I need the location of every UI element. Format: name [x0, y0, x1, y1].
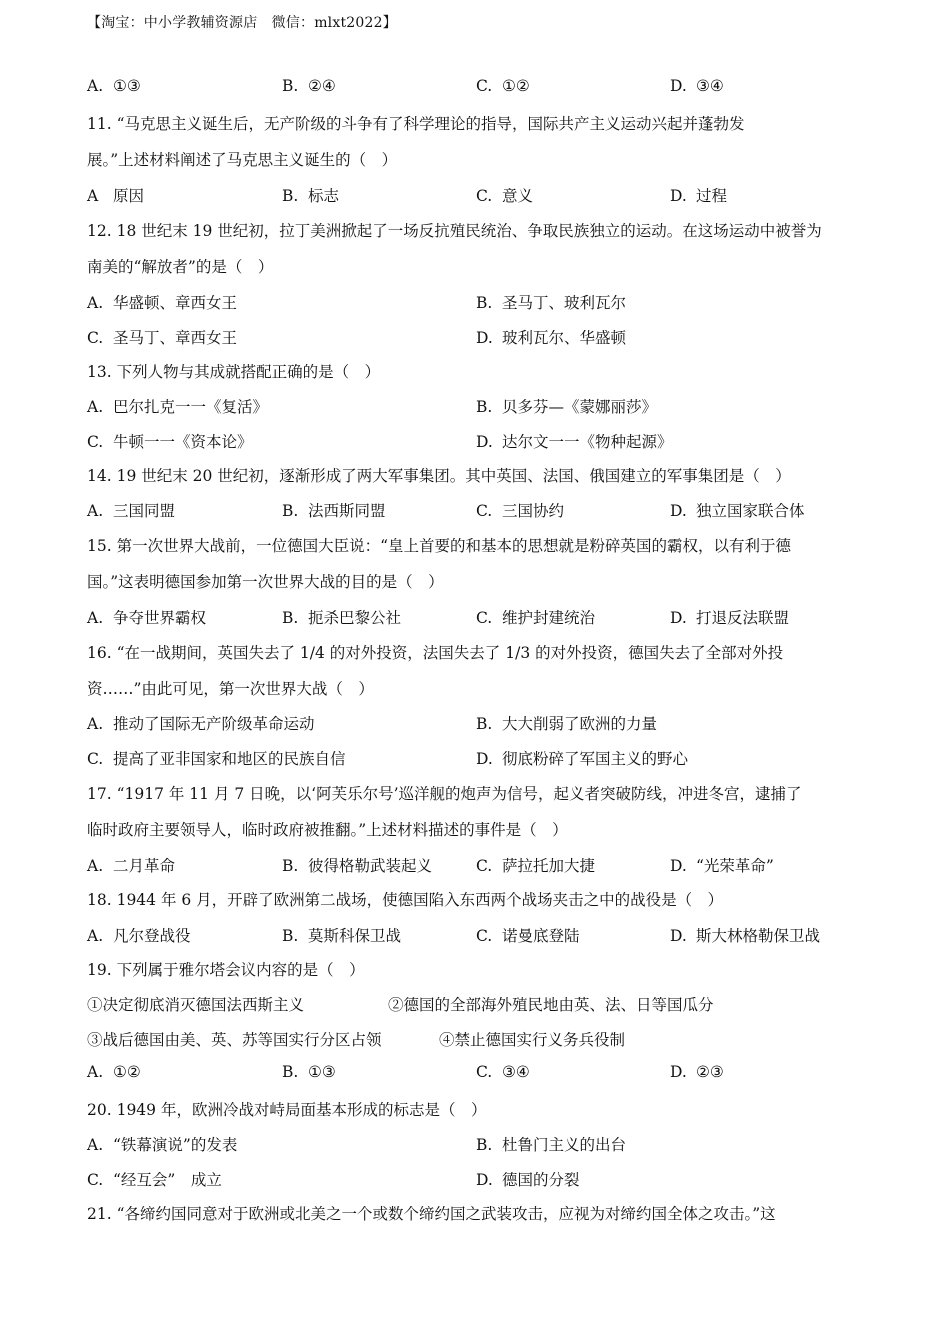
option-c: C. 牛顿一一《资本论》: [87, 433, 253, 451]
option-c: C. 圣马丁、章西女王: [87, 329, 238, 347]
option-a: A. 推动了国际无产阶级革命运动: [87, 715, 315, 733]
question-stem: 14. 19 世纪末 20 世纪初，逐渐形成了两大军事集团。其中英国、法国、俄国建立的军事集团是（ ）: [87, 467, 791, 485]
option-a: A. 凡尔登战役: [87, 927, 191, 945]
question-stem: 20. 1949 年，欧洲冷战对峙局面基本形成的标志是（ ）: [87, 1101, 487, 1119]
question-stem: 国。”这表明德国参加第一次世界大战的目的是（ ）: [87, 573, 444, 591]
option-a: A. “铁幕演说”的发表: [87, 1136, 238, 1154]
question-stem: 19. 下列属于雅尔塔会议内容的是（ ）: [87, 961, 365, 979]
statement-item: ①决定彻底消灭德国法西斯主义: [87, 996, 305, 1014]
question-stem: 13. 下列人物与其成就搭配正确的是（ ）: [87, 363, 381, 381]
option-c: C. ③④: [476, 1063, 530, 1081]
option-c: C. 三国协约: [476, 502, 565, 520]
option-d: D. 斯大林格勒保卫战: [670, 927, 821, 945]
option-b: B. 大大削弱了欧洲的力量: [476, 715, 658, 733]
option-d: D. ③④: [670, 77, 724, 95]
option-b: B. 贝多芬—《蒙娜丽莎》: [476, 398, 658, 416]
question-stem: 资……”由此可见，第一次世界大战（ ）: [87, 680, 374, 698]
option-a: A. ①③: [87, 77, 141, 95]
question-stem: 11. “马克思主义诞生后，无产阶级的斗争有了科学理论的指导，国际共产主义运动兴起并蓬勃发: [87, 115, 745, 133]
option-a: A. 巴尔扎克一一《复活》: [87, 398, 269, 416]
question-stem: 15. 第一次世界大战前，一位德国大臣说：“皇上首要的和基本的思想就是粉碎英国的霸权，以有利于德: [87, 537, 792, 555]
option-b: B. 莫斯科保卫战: [282, 927, 402, 945]
page-header: 【淘宝：中小学教辅资源店 微信：mlxt2022】: [87, 15, 397, 31]
question-stem: 16. “在一战期间，英国失去了 1/4 的对外投资，法国失去了 1/3 的对外投资，德国失去了全部对外投: [87, 644, 784, 662]
question-stem: 12. 18 世纪末 19 世纪初，拉丁美洲掀起了一场反抗殖民统治、争取民族独立的运动。在这场运动中被誉为: [87, 222, 822, 240]
statement-item: ③战后德国由美、英、苏等国实行分区占领: [87, 1031, 382, 1049]
option-c: C. 提高了亚非国家和地区的民族自信: [87, 750, 346, 768]
option-c: C. “经互会” 成立: [87, 1171, 222, 1189]
question-stem: 18. 1944 年 6 月，开辟了欧洲第二战场，使德国陷入东西两个战场夹击之中的战役是（ ）: [87, 891, 724, 909]
option-a: A. 华盛顿、章西女王: [87, 294, 238, 312]
question-stem: 临时政府主要领导人，临时政府被推翻。”上述材料描述的事件是（ ）: [87, 821, 568, 839]
option-d: D. ②③: [670, 1063, 724, 1081]
option-d: D. 德国的分裂: [476, 1171, 580, 1189]
option-c: C. 萨拉托加大捷: [476, 857, 596, 875]
option-a: A 原因: [87, 187, 145, 205]
option-d: D. 打退反法联盟: [670, 609, 790, 627]
option-c: C. 意义: [476, 187, 534, 205]
option-b: B. 杜鲁门主义的出台: [476, 1136, 627, 1154]
option-b: B. ②④: [282, 77, 336, 95]
option-b: B. 扼杀巴黎公社: [282, 609, 402, 627]
option-b: B. 圣马丁、玻利瓦尔: [476, 294, 627, 312]
option-a: A. 争夺世界霸权: [87, 609, 207, 627]
option-b: B. ①③: [282, 1063, 336, 1081]
option-b: B. 标志: [282, 187, 340, 205]
option-c: C. 诺曼底登陆: [476, 927, 580, 945]
question-stem: 南美的“解放者”的是（ ）: [87, 258, 274, 276]
option-b: B. 法西斯同盟: [282, 502, 386, 520]
option-b: B. 彼得格勒武装起义: [282, 857, 433, 875]
option-d: D. 玻利瓦尔、华盛顿: [476, 329, 627, 347]
option-d: D. 彻底粉碎了军国主义的野心: [476, 750, 689, 768]
option-d: D. “光荣革命”: [670, 857, 774, 875]
option-d: D. 达尔文一一《物种起源》: [476, 433, 673, 451]
option-d: D. 过程: [670, 187, 728, 205]
option-a: A. 二月革命: [87, 857, 176, 875]
statement-item: ②德国的全部海外殖民地由英、法、日等国瓜分: [388, 996, 714, 1014]
question-stem: 展。”上述材料阐述了马克思主义诞生的（ ）: [87, 151, 398, 169]
question-stem: 21. “各缔约国同意对于欧洲或北美之一个或数个缔约国之武装攻击，应视为对缔约国全体之攻击。”这: [87, 1205, 776, 1223]
statement-item: ④禁止德国实行义务兵役制: [439, 1031, 626, 1049]
question-stem: 17. “1917 年 11 月 7 日晚，以‘阿芙乐尔号’巡洋舰的炮声为信号，起义者突破防线，冲进冬宫，逮捕了: [87, 785, 802, 803]
option-a: A. 三国同盟: [87, 502, 176, 520]
option-a: A. ①②: [87, 1063, 141, 1081]
option-c: C. ①②: [476, 77, 530, 95]
option-c: C. 维护封建统治: [476, 609, 596, 627]
option-d: D. 独立国家联合体: [670, 502, 805, 520]
